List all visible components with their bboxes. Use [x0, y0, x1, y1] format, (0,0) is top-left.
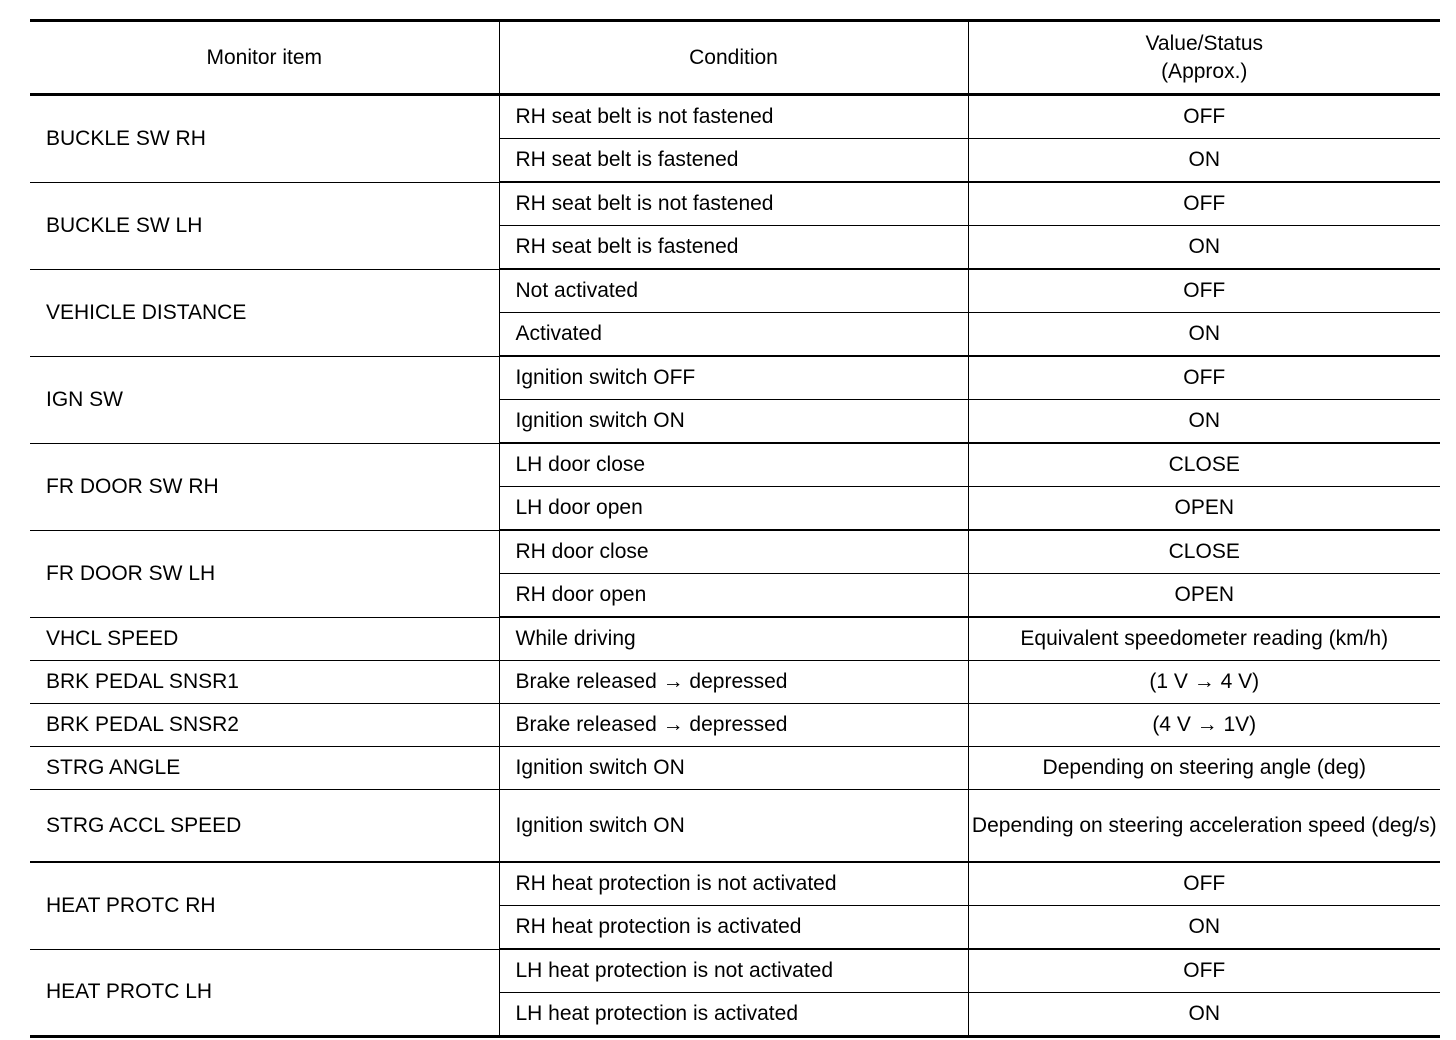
header-row	[30, 21, 1440, 95]
condition-cell: LH door open	[499, 487, 968, 531]
condition-cell: RH heat protection is not activated	[499, 862, 968, 906]
table-row	[30, 95, 1440, 139]
condition-cell: Ignition switch OFF	[499, 356, 968, 400]
header-value-line1: Value/Status	[1145, 31, 1264, 55]
value-cell: ON	[968, 139, 1440, 183]
monitor-item-cell: STRG ACCL SPEED	[30, 790, 499, 863]
monitor-item-cell: VHCL SPEED	[30, 617, 499, 661]
value-cell: (4 V → 1V)	[968, 704, 1440, 747]
value-cell: ON	[1188, 1002, 1220, 1025]
condition-cell: LH heat protection is activated	[499, 993, 968, 1037]
value-cell: OPEN	[968, 574, 1440, 618]
monitor-item-cell: BRK PEDAL SNSR1	[30, 661, 499, 704]
value-cell: OFF	[968, 949, 1440, 993]
value-cell: ON	[968, 313, 1440, 357]
header-condition: Condition	[499, 21, 968, 95]
table-row	[30, 661, 1440, 704]
header-monitor-item: Monitor item	[30, 21, 499, 95]
condition-cell: RH door open	[499, 574, 968, 618]
value-cell: ON	[968, 906, 1440, 950]
header-value-status	[968, 21, 1440, 95]
monitor-item-cell: STRG ANGLE	[30, 747, 499, 790]
table-row	[30, 747, 1440, 790]
monitor-item-cell: VEHICLE DISTANCE	[30, 269, 499, 356]
condition-cell: Brake released → depressed	[499, 661, 968, 704]
table-row	[30, 949, 1440, 993]
condition-cell: LH heat protection is not activated	[499, 949, 968, 993]
table-row	[30, 862, 1440, 906]
value-cell: CLOSE	[968, 530, 1440, 574]
condition-cell: RH seat belt is fastened	[499, 139, 968, 183]
value-cell: Equivalent speedometer reading (km/h)	[968, 617, 1440, 661]
condition-cell: RH heat protection is activated	[499, 906, 968, 950]
value-cell: (1 V → 4 V)	[968, 661, 1440, 704]
table-row	[30, 790, 1440, 863]
condition-cell: Brake released → depressed	[499, 704, 968, 747]
value-cell: OFF	[968, 862, 1440, 906]
monitor-item-cell: HEAT PROTC LH	[30, 949, 499, 1037]
value-cell: OFF	[968, 95, 1440, 139]
condition-cell: LH door close	[499, 443, 968, 487]
value-cell: OFF	[968, 356, 1440, 400]
value-cell: OFF	[968, 269, 1440, 313]
condition-cell: RH seat belt is not fastened	[499, 95, 968, 139]
condition-cell: RH door close	[499, 530, 968, 574]
monitor-table	[30, 19, 1440, 1038]
condition-cell: While driving	[499, 617, 968, 661]
value-cell: Depending on steering acceleration speed (deg/s)	[968, 790, 1440, 863]
value-cell: ON	[968, 226, 1440, 270]
table-row	[30, 617, 1440, 661]
condition-cell: Ignition switch ON	[499, 747, 968, 790]
condition-cell: RH seat belt is fastened	[499, 226, 968, 270]
monitor-item-cell: FR DOOR SW RH	[30, 443, 499, 530]
condition-cell: Ignition switch ON	[499, 400, 968, 444]
condition-cell: Ignition switch ON	[499, 790, 968, 863]
value-cell: OFF	[968, 182, 1440, 226]
table-row	[30, 269, 1440, 313]
condition-cell: RH seat belt is not fastened	[499, 182, 968, 226]
value-cell: CLOSE	[968, 443, 1440, 487]
table-row	[30, 704, 1440, 747]
value-cell: Depending on steering angle (deg)	[968, 747, 1440, 790]
table-row	[30, 356, 1440, 400]
value-cell: ON	[968, 400, 1440, 444]
table-row	[30, 182, 1440, 226]
value-cell: OPEN	[968, 487, 1440, 531]
header-value-line2: (Approx.)	[1161, 59, 1248, 83]
table-row	[30, 443, 1440, 487]
table-row	[30, 530, 1440, 574]
monitor-item-cell: IGN SW	[30, 356, 499, 443]
condition-cell: Not activated	[499, 269, 968, 313]
monitor-item-cell: BUCKLE SW LH	[30, 182, 499, 269]
monitor-item-cell: BRK PEDAL SNSR2	[30, 704, 499, 747]
monitor-item-cell: BUCKLE SW RH	[30, 95, 499, 183]
monitor-item-cell: FR DOOR SW LH	[30, 530, 499, 617]
condition-cell: Activated	[499, 313, 968, 357]
monitor-item-cell: HEAT PROTC RH	[30, 862, 499, 949]
